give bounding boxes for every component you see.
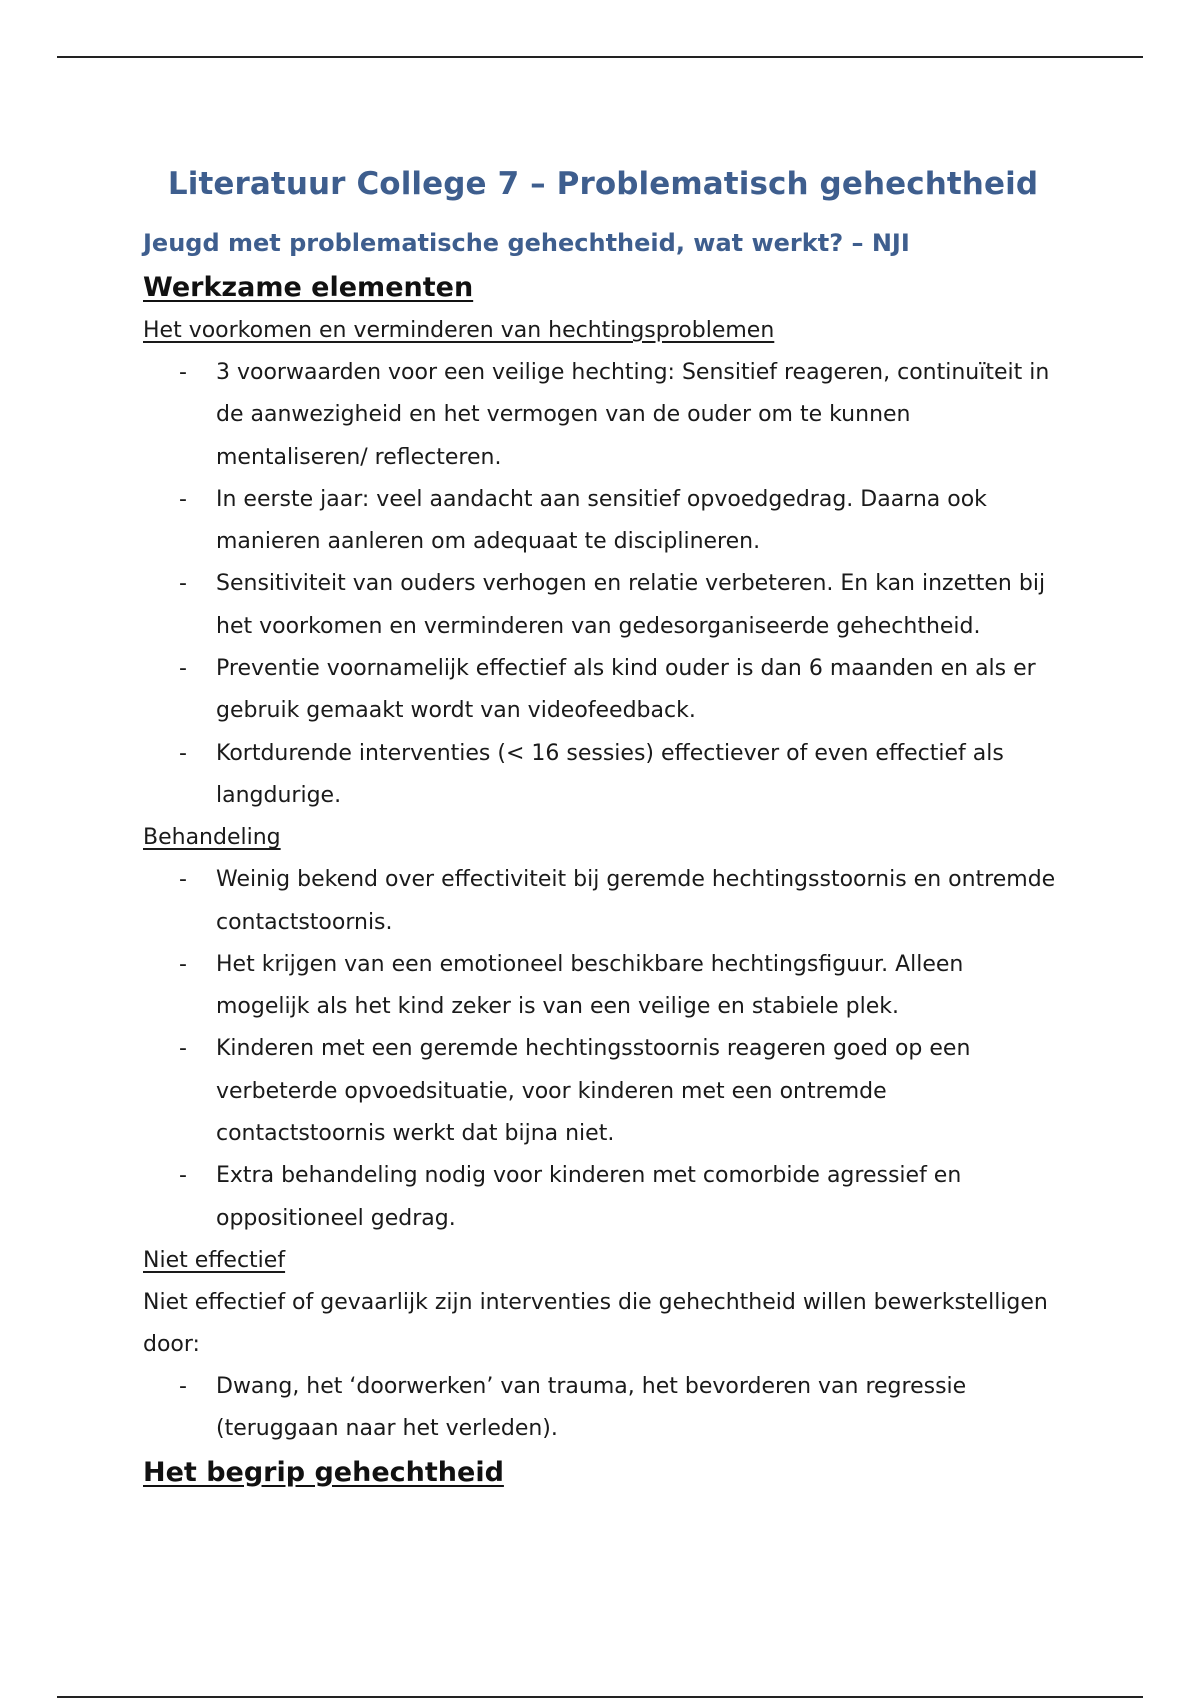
bullet-dash: - [179, 1163, 187, 1189]
document-title: Literatuur College 7 – Problematisch gehechtheid [167, 166, 1039, 202]
subheading-voorkomen: Het voorkomen en verminderen van hechtingsproblemen [143, 318, 775, 343]
niet-effectief-intro: Niet effectief of gevaarlijk zijn interventies die gehechtheid willen bewerkstelligen door: [143, 1289, 1048, 1357]
bullet-dash: - [179, 740, 187, 766]
document-body [143, 160, 1063, 1495]
footer-rule [57, 1696, 1143, 1698]
bullet-dash: - [179, 486, 187, 512]
list-item: - Kinderen met een geremde hechtingsstoornis reageren goed op een verbeterde opvoedsituatie, voor kinderen met een ontremde contactstoornis werkt dat bijna niet. [143, 1028, 1063, 1155]
list-item: - Het krijgen van een emotioneel beschikbare hechtingsfiguur. Alleen mogelijk als het kind zeker is van een veilige en stabiele plek. [143, 944, 1063, 1029]
list-item: - Dwang, het ‘doorwerken’ van trauma, het bevorderen van regressie (teruggaan naar het verleden). [143, 1366, 1063, 1451]
list-behandeling [143, 859, 1063, 1240]
bullet-dash: - [179, 867, 187, 893]
header-rule [57, 56, 1143, 58]
list-item: - 3 voorwaarden voor een veilige hechting: Sensitief reageren, continuïteit in de aanwezigheid en het vermogen van de ouder om te kunnen mentaliseren/ reflecteren. [143, 352, 1063, 479]
list-niet-effectief [143, 1366, 1063, 1451]
subheading-behandeling: Behandeling [143, 825, 281, 851]
list-item: - Extra behandeling nodig voor kinderen met comorbide agressief en oppositioneel gedrag. [143, 1155, 1063, 1240]
bullet-dash: - [179, 571, 187, 597]
subheading-niet-effectief: Niet effectief [143, 1247, 286, 1273]
list-item: - Weinig bekend over effectiviteit bij geremde hechtingsstoornis en ontremde contactstoornis. [143, 859, 1063, 944]
heading-werkzame-elementen: Werkzame elementen [143, 272, 474, 303]
bullet-dash: - [179, 951, 187, 977]
bullet-dash: - [179, 360, 187, 385]
list-item: - In eerste jaar: veel aandacht aan sensitief opvoedgedrag. Daarna ook manieren aanleren om adequaat te disciplineren. [143, 479, 1063, 564]
list-item: - Sensitiviteit van ouders verhogen en relatie verbeteren. En kan inzetten bij het voorkomen en verminderen van gedesorganiseerde gehechtheid. [143, 563, 1063, 648]
bullet-dash: - [179, 656, 187, 682]
heading-begrip-gehechtheid: Het begrip gehechtheid [143, 1456, 504, 1488]
document-subtitle: Jeugd met problematische gehechtheid, wat werkt? – NJI [143, 229, 910, 257]
list-item: - Preventie voornamelijk effectief als kind ouder is dan 6 maanden en als er gebruik gemaakt wordt van videofeedback. [143, 648, 1063, 733]
list-voorkomen [143, 352, 1063, 817]
bullet-dash: - [179, 1373, 187, 1399]
list-item: - Kortdurende interventies (< 16 sessies) effectiever of even effectief als langdurige. [143, 733, 1063, 818]
bullet-dash: - [179, 1036, 187, 1062]
